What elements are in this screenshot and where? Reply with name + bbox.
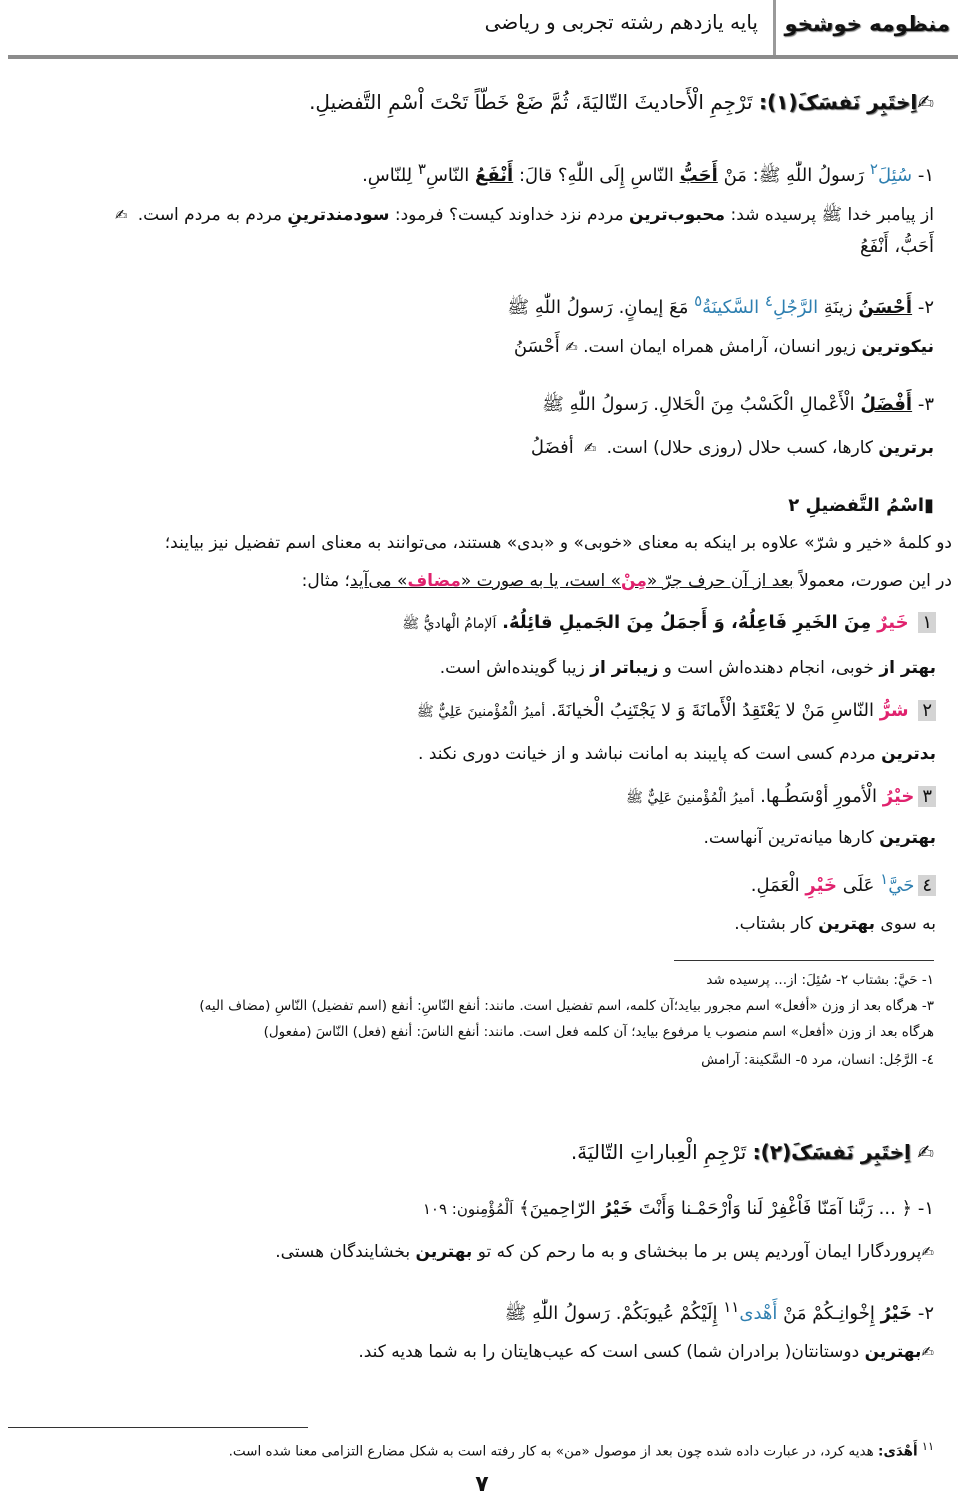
translation-text: مردم نزد خداوند کیست؟ فرمود: xyxy=(394,205,624,225)
arabic-text: الْعَمَلِ. xyxy=(750,875,800,896)
example-arabic xyxy=(417,700,936,723)
example-arabic xyxy=(402,612,936,635)
exercise-instruction: تَرْجِمِ الْأَحاديثَ التّاليَةَ، ثُمَّ ضَعْ خَطّاً تَحْتَ اْسْمِ التَّفضيلِ. xyxy=(309,90,753,114)
footnote-ref: ٢ xyxy=(869,160,878,178)
footnote-ref: ١ xyxy=(880,870,889,888)
lesson-para-1: دو کلمهٔ «خیر و شرّ» علاوه بر اینکه به معنای «خوبی» و «بدی» هستند، می‌توانند به معنای اسم تفضیل نیز بیایند؛ xyxy=(164,533,952,553)
lesson-title-text: اسْمُ التَّفضيلِ ٢ xyxy=(788,495,925,516)
translation-text: از پیامبر خدا ﷺ پرسیده شد: xyxy=(730,205,934,225)
header-divider xyxy=(773,0,776,57)
example-translation xyxy=(703,828,936,848)
example-translation xyxy=(440,658,936,678)
translation-text: پروردگارا ایمان آوردیم پس بر ما ببخشای و به ما رحم کن که تو xyxy=(477,1242,922,1262)
translation-bold: بهترین xyxy=(864,1342,922,1362)
keyword: مِنْ xyxy=(621,571,647,591)
arabic-text: النّاسِ إِلَى اللّٰهِ؟ قالَ: xyxy=(518,165,674,186)
superlative-word: أَحَبُّ xyxy=(679,165,718,186)
item-answer: أَحْسَنُ xyxy=(513,336,560,357)
translation-bold: بهترین xyxy=(818,914,875,934)
book-icon: ▮ xyxy=(924,495,934,516)
example-number: ٣ xyxy=(918,786,936,807)
arabic-text: إِخْوانِـكُمْ مَنْ xyxy=(783,1303,875,1324)
pen-icon: ✍ xyxy=(114,206,133,224)
keyword: خَيْرِ xyxy=(805,875,837,896)
item-arabic xyxy=(505,1298,934,1328)
header-subtitle: پایه یازدهم رشته تجربی و ریاضی xyxy=(484,10,758,34)
superlative-word: أَحْسَنُ xyxy=(858,297,913,318)
superlative-word: خَيْرُ xyxy=(880,1303,913,1324)
item-translation xyxy=(275,1242,934,1262)
translation-bold: زیباتر از xyxy=(590,658,659,678)
pen-icon: ✍ xyxy=(921,1343,934,1361)
para-text: در این صورت، معمولاً xyxy=(799,571,952,591)
translation-text: کار بشتاب. xyxy=(734,914,813,934)
source: أميرُ الْمُؤْمنينَ عَلِيٌّ ﷺ xyxy=(416,704,546,720)
glossed-word: الرَّجُلِ xyxy=(772,297,819,318)
pen-icon: ✍ xyxy=(921,1243,934,1261)
arabic-text: ﴿ ... رَبَّنا آمَنّا فَاْغْفِرْ لَنا وَاْرْحَمْـنا وَأَنْتَ xyxy=(638,1198,913,1219)
arabic-text: النّاسِ مَنْ لا يَعْتَقِدُ الْأَمانَةَ وَ لا يَجْتَنِبُ الْخيانَةَ. xyxy=(550,700,874,721)
arabic-text: زينَةِ xyxy=(823,297,853,318)
translation-text: زیور انسان، آرامش همراه ایمان است. xyxy=(583,337,857,357)
arabic-text: النّاسِ xyxy=(425,165,470,186)
header-rule xyxy=(8,55,958,59)
item-translation xyxy=(531,437,934,458)
glossed-word: السَّكينَةُ xyxy=(702,297,760,318)
pen-hand-icon: ✍ xyxy=(917,90,934,114)
arabic-text: عَلَى xyxy=(842,875,875,896)
arabic-text: مِنَ الخَيرِ فَاعِلُهُ، وَ أَجمَلُ مِنَ الجَميلِ قائِلُهُ. xyxy=(502,612,872,633)
item-arabic xyxy=(362,160,934,190)
example-number: ١ xyxy=(918,612,936,633)
page-header xyxy=(8,0,958,57)
lesson-para-2 xyxy=(302,571,952,591)
para-text: بعد از آن حرف جرّ « xyxy=(646,571,794,591)
arabic-text: رَسولُ اللّٰهِ ﷺ: مَنْ xyxy=(723,165,865,186)
rule-underlined xyxy=(350,571,794,591)
footnote-ref: ١١ xyxy=(723,1298,740,1316)
exercise-1-title xyxy=(309,90,934,114)
arabic-text: الْأَعْمالِ الْكَسْبُ مِنَ الْحَلالِ. رَسولُ اللّٰهِ ﷺ xyxy=(542,394,855,415)
example-number: ٢ xyxy=(918,700,936,721)
translation-text: کارها، کسب حلال (روزی حلال) است. xyxy=(606,438,873,458)
example-translation xyxy=(734,914,936,934)
translation-text: مردم کسی است که پایبند به امانت نباشد و از خیانت دوری نکند . xyxy=(418,744,876,764)
translation-bold: بهتر از xyxy=(879,658,936,678)
footnote: ٣- هرگاه بعد از وزن «أفعل» اسم مجرور بیاید؛آن کلمه، اسم تفضیل است. مانند: أنفع النّاسِ: أنفع (اسم تفضیل) النّاسِ (مضاف الیه) xyxy=(199,998,934,1014)
item-number: ١- xyxy=(917,1198,934,1219)
translation-text: بخشایندگان هستی. xyxy=(275,1242,411,1262)
footnote-ref: ١١ xyxy=(921,1440,934,1453)
item-number: ٣- xyxy=(917,394,934,415)
footnote: ١- حَيَّ: بشتاب ٢- سُئِلَ: از... پرسیده شد xyxy=(706,972,934,988)
item-answer: أفضَلُ xyxy=(530,437,574,458)
para-text: » می‌آید xyxy=(349,571,408,591)
lesson-title xyxy=(788,495,934,516)
arabic-text: مَعَ إيمانٍ. رَسولُ اللّٰهِ ﷺ xyxy=(507,297,689,318)
source: اَلإمامُ الْهاديُّ ﷺ xyxy=(402,616,497,632)
pen-icon: ✍ xyxy=(565,338,578,356)
translation-bold: محبوب‌ترین xyxy=(628,205,726,225)
footnote-term: أَهْدَى: xyxy=(878,1443,918,1460)
glossed-word: حَيَّ xyxy=(888,875,915,896)
translation-bold: نیکوترین xyxy=(861,337,934,357)
arabic-text: الرّاحِمينَ﴾ xyxy=(519,1198,596,1219)
translation-text: مردم به مردم است. xyxy=(137,205,283,225)
keyword: شرُّ xyxy=(879,700,909,721)
example-number: ٤ xyxy=(918,875,936,896)
arabic-text: إِلَيْكُمْ عُيوبَكُمْ. رَسولُ اللّٰهِ ﷺ xyxy=(504,1303,718,1324)
footnote-rule-2 xyxy=(8,1427,308,1428)
source: أميرُ الْمُؤْمنينَ عَلِيٌّ ﷺ xyxy=(626,790,755,806)
translation-text: زیبا گوینده‌اش است. xyxy=(439,658,585,678)
exercise-instruction: تَرْجِمِ الْعِباراتِ التّاليَةَ. xyxy=(570,1140,747,1164)
brand-title: منظومه خوشخو xyxy=(784,12,950,36)
translation-text: دوستانتان( برادران شما) کسی است که عیب‌هایتان را به شما هدیه کند. xyxy=(358,1342,860,1362)
example-arabic xyxy=(751,870,936,896)
translation-text: خوبی، انجام دهنده‌اش است و xyxy=(663,658,874,678)
footnote-text: هدیه کرد، در عبارت داده شده چون بعد از موصول «من» به کار رفته است به شکل مضارع التزامی معنا شده است. xyxy=(228,1443,874,1460)
item-arabic xyxy=(423,1198,934,1219)
para-text: » است، یا به صورت « xyxy=(460,571,622,591)
superlative-word: خَيْرُ xyxy=(601,1198,633,1219)
arabic-text: لِلنّاسِ. xyxy=(362,165,413,186)
item-arabic xyxy=(507,292,934,322)
translation-bold: بدترین xyxy=(881,744,936,764)
item-arabic xyxy=(542,393,934,419)
translation-bold: بهترین xyxy=(415,1242,473,1262)
footnote: هرگاه بعد از وزن «أفعل» اسم منصوب یا مرفوع بیاید؛ آن کلمه فعل است. مانند: أنفع الناسَ: أنفع (فعل) النّاسَ (مفعول) xyxy=(263,1024,934,1040)
item-translation xyxy=(514,336,934,357)
exercise-label: اِختَبِر نَفسَکَ(٢): xyxy=(752,1140,911,1164)
item-translation xyxy=(115,204,934,229)
translation-bold: بهترین xyxy=(879,828,936,848)
superlative-word: أَفْضَلُ xyxy=(860,394,913,415)
footnote: ٤- الرَّجُل: انسان، مرد ٥- السَّكينة: آرامش xyxy=(701,1052,934,1068)
keyword: خيْرُ xyxy=(882,786,915,807)
translation-text: به سوی xyxy=(880,914,936,934)
item-number: ٢- xyxy=(917,297,934,318)
pen-hand-icon: ✍ xyxy=(917,1140,934,1164)
footnote-ref: ٥ xyxy=(694,292,703,310)
arabic-text: الْأمورِ أوْسَطُـها. xyxy=(760,786,878,807)
footnote xyxy=(229,1440,934,1460)
glossed-word: أَهْدى xyxy=(739,1303,778,1324)
example-arabic xyxy=(626,786,936,809)
translation-bold: سودمندترینِ xyxy=(287,205,390,225)
exercise-label: اِختَبِر نَفسَکَ(١): xyxy=(758,90,918,114)
footnote-rule xyxy=(674,960,934,961)
footnote-ref: ٤ xyxy=(764,292,773,310)
example-translation xyxy=(418,744,936,764)
keyword: خَيرٌ xyxy=(877,612,909,633)
keyword: مضاف xyxy=(407,571,461,591)
superlative-word: أَنْفَعُ xyxy=(475,165,514,186)
page-number: ٧ xyxy=(475,1472,489,1497)
item-number: ٢- xyxy=(917,1303,934,1324)
item-number: ١- xyxy=(917,165,934,186)
para-text: ؛ مثال: xyxy=(301,571,350,591)
item-answer: أَحَبُّ، أَنْفَعُ xyxy=(859,236,934,257)
pen-icon: ✍ xyxy=(579,439,602,457)
translation-bold: برترین xyxy=(878,438,934,458)
translation-text: کارها میانه‌ترین آنهاست. xyxy=(703,828,874,848)
glossed-word: سُئِلَ xyxy=(877,165,913,186)
item-translation xyxy=(358,1342,934,1362)
exercise-2-title xyxy=(571,1140,934,1164)
footnote-ref: ٣ xyxy=(417,160,426,178)
source: اَلْمُؤْمِنون: ١٠٩ xyxy=(422,1200,514,1218)
